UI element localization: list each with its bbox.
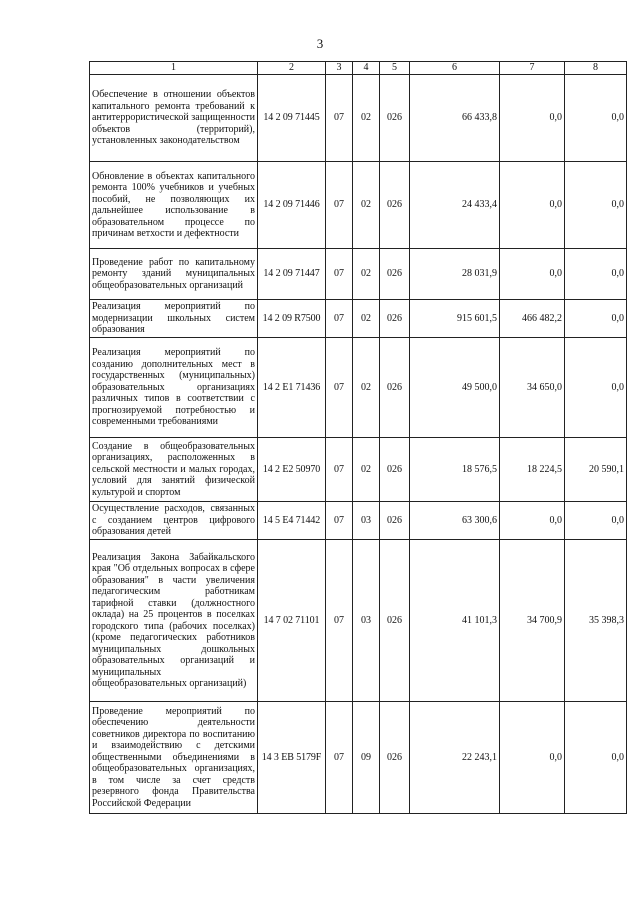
row-col5: 026 (380, 502, 410, 540)
row-col5: 026 (380, 338, 410, 438)
row-description: Реализация мероприятий по модернизации школьных систем образования (90, 300, 258, 338)
table-row (90, 338, 627, 438)
row-col4: 02 (353, 338, 380, 438)
table-row (90, 300, 627, 338)
row-code: 14 5 E4 71442 (258, 502, 326, 540)
header-cell: 6 (410, 62, 500, 75)
row-col8: 0,0 (565, 249, 627, 300)
header-cell: 4 (353, 62, 380, 75)
row-col7: 0,0 (500, 249, 565, 300)
row-col3: 07 (326, 438, 353, 502)
row-col6: 28 031,9 (410, 249, 500, 300)
row-code: 14 2 09 71447 (258, 249, 326, 300)
row-col7: 466 482,2 (500, 300, 565, 338)
row-code: 14 2 E2 50970 (258, 438, 326, 502)
row-col7: 0,0 (500, 502, 565, 540)
row-col8: 0,0 (565, 162, 627, 249)
row-description: Осуществление расходов, связанных с созданием центров цифрового образования детей (90, 502, 258, 540)
row-col8: 0,0 (565, 75, 627, 162)
header-cell: 2 (258, 62, 326, 75)
row-col6: 63 300,6 (410, 502, 500, 540)
row-col7: 34 650,0 (500, 338, 565, 438)
row-col8: 0,0 (565, 300, 627, 338)
row-col4: 03 (353, 502, 380, 540)
row-col8: 35 398,3 (565, 540, 627, 702)
row-col6: 915 601,5 (410, 300, 500, 338)
row-col4: 03 (353, 540, 380, 702)
row-col6: 49 500,0 (410, 338, 500, 438)
row-col4: 09 (353, 702, 380, 814)
table-row (90, 702, 627, 814)
row-col5: 026 (380, 75, 410, 162)
table-row (90, 75, 627, 162)
row-col6: 18 576,5 (410, 438, 500, 502)
row-code: 14 2 09 71445 (258, 75, 326, 162)
header-cell: 3 (326, 62, 353, 75)
row-col7: 0,0 (500, 702, 565, 814)
row-col8: 0,0 (565, 338, 627, 438)
row-col5: 026 (380, 249, 410, 300)
row-col6: 24 433,4 (410, 162, 500, 249)
header-cell: 5 (380, 62, 410, 75)
row-code: 14 2 09 R7500 (258, 300, 326, 338)
row-col7: 34 700,9 (500, 540, 565, 702)
row-col6: 66 433,8 (410, 75, 500, 162)
row-col3: 07 (326, 162, 353, 249)
row-description: Проведение работ по капитальному ремонту зданий муниципальных общеобразовательных организаций (90, 249, 258, 300)
row-description: Обновление в объектах капитального ремонта 100% учебников и учебных пособий, не позволяющих их дальнейшее использование в образовательном процессе по причинам ветхости и дефектности (90, 162, 258, 249)
row-col7: 0,0 (500, 75, 565, 162)
budget-table (89, 61, 627, 814)
header-row (90, 62, 627, 75)
table-row (90, 438, 627, 502)
row-description: Реализация Закона Забайкальского края "Об отдельных вопросах в сфере образования" в части увеличения педагогическим работникам тарифной ставки (должностного оклада) на 25 процентов в поселках городского типа (рабочих поселках) (кроме педагогических работников муниципальных дошкольных образовательных организаций и муниципальных общеобразовательных организаций) (90, 540, 258, 702)
row-col4: 02 (353, 438, 380, 502)
row-col8: 0,0 (565, 702, 627, 814)
row-col5: 026 (380, 300, 410, 338)
row-col5: 026 (380, 438, 410, 502)
row-col4: 02 (353, 162, 380, 249)
header-cell: 7 (500, 62, 565, 75)
row-col6: 22 243,1 (410, 702, 500, 814)
row-col3: 07 (326, 540, 353, 702)
row-col6: 41 101,3 (410, 540, 500, 702)
row-col4: 02 (353, 75, 380, 162)
table-row (90, 162, 627, 249)
row-description: Обеспечение в отношении объектов капитального ремонта требований к антитеррористической защищенности объектов (территорий), установленных законодательством (90, 75, 258, 162)
row-description: Реализация мероприятий по созданию дополнительных мест в государственных (муниципальных) образовательных организациях различных типов в соответствии с прогнозируемой потребностью и современными требованиями (90, 338, 258, 438)
row-code: 14 2 E1 71436 (258, 338, 326, 438)
table-row (90, 249, 627, 300)
row-col3: 07 (326, 75, 353, 162)
row-description: Проведение мероприятий по обеспечению деятельности советников директора по воспитанию и взаимодействию с детскими общественными объединениями в общеобразовательных организациях, в том числе за счет средств резервного фонда Правительства Российской Федерации (90, 702, 258, 814)
row-col5: 026 (380, 702, 410, 814)
header-cell: 1 (90, 62, 258, 75)
row-col8: 0,0 (565, 502, 627, 540)
row-col7: 0,0 (500, 162, 565, 249)
row-col3: 07 (326, 249, 353, 300)
row-col4: 02 (353, 300, 380, 338)
row-col4: 02 (353, 249, 380, 300)
row-code: 14 2 09 71446 (258, 162, 326, 249)
row-col5: 026 (380, 162, 410, 249)
row-col3: 07 (326, 702, 353, 814)
row-code: 14 7 02 71101 (258, 540, 326, 702)
row-col3: 07 (326, 338, 353, 438)
row-col5: 026 (380, 540, 410, 702)
page-number: 3 (316, 36, 324, 51)
header-cell: 8 (565, 62, 627, 75)
row-col3: 07 (326, 300, 353, 338)
row-description: Создание в общеобразовательных организациях, расположенных в сельской местности и малых городах, условий для занятий физической культурой и спортом (90, 438, 258, 502)
row-code: 14 3 EB 5179F (258, 702, 326, 814)
row-col8: 20 590,1 (565, 438, 627, 502)
row-col7: 18 224,5 (500, 438, 565, 502)
table-row (90, 540, 627, 702)
table-row (90, 502, 627, 540)
row-col3: 07 (326, 502, 353, 540)
